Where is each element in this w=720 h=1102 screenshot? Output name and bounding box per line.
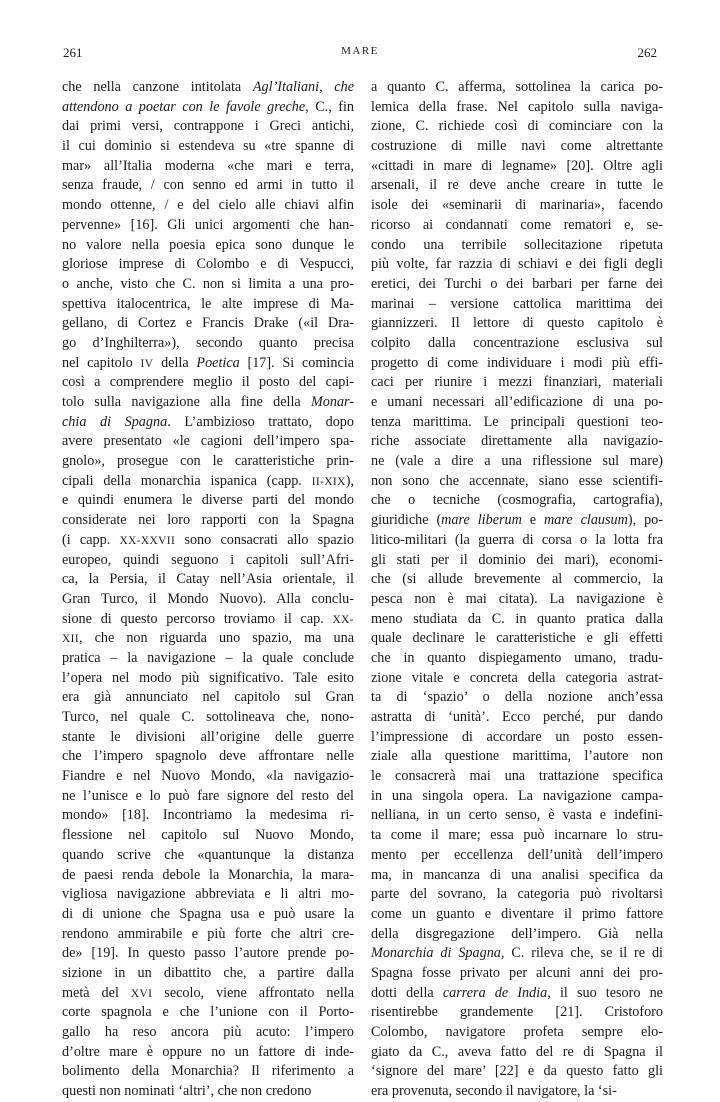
text-line: della disgregazione dell’impero. Già nella [371, 925, 663, 942]
text-line: marinai – versione cattolica marittima dei [371, 295, 663, 312]
text-line: condo una terribile sollecitazione ripetuta [371, 236, 663, 253]
text-line: Spagna fosse privato per alcuni anni dei pro- [371, 964, 663, 981]
text-line: stante le divisioni all’origine delle guerre [62, 728, 354, 745]
text-line: a quanto C. afferma, sottolinea la carica po- [371, 79, 663, 95]
text-line: de paesi renda debole la Monarchia, la mara- [62, 866, 354, 883]
text-line: astratta di ‘unità’. Ecco perché, pur dando [371, 709, 663, 725]
text-line: spettiva italocentrica, le alte imprese di Ma- [62, 295, 354, 312]
text-line: pratica – la navigazione – la quale conclude [62, 649, 354, 666]
text-line: arsenali, il re deve anche creare in tutte le [371, 177, 663, 194]
text-line: flessione nel capitolo sul Nuovo Mondo, [62, 827, 354, 844]
text-line: ne (vale a dire a una riflessione sul mare) [371, 453, 663, 470]
text-line: riche associate direttamente alla navigazio- [371, 433, 663, 450]
text-line: europeo, quindi seguono i capitoli sull’Afri- [62, 551, 354, 568]
text-line: ne l’unisce e lo può fare signore del resto del [62, 787, 354, 804]
text-line: che o tecniche (cosmografia, cartografia), [371, 492, 663, 509]
text-line: era provenuta, secondo il navigatore, la ‘si- [371, 1083, 617, 1100]
text-line: e quindi enumera le diverse parti del mondo [62, 492, 354, 509]
page-header [0, 45, 720, 65]
text-line: gellano, di Cortez e Francis Drake («il Dra- [62, 315, 354, 332]
text-line: che (si allude brevemente al commercio, la [371, 571, 663, 588]
text-line: vigliosa navigazione abbreviata e li altri mo- [62, 886, 354, 903]
text-line: «cittadi in mare di legname» [20]. Oltre agli [371, 157, 663, 174]
text-line: gli stati per il dominio dei mari), economi- [371, 551, 663, 568]
text-line: zione, C. richiede così di cominciare con la [371, 118, 663, 135]
text-line: nel capitolo IV della Poetica [17]. Si comincia [62, 354, 354, 371]
text-line: giannizzeri. Il lettore di questo capitolo è [371, 315, 663, 332]
text-line: quando scrive che «quantunque la distanza [62, 846, 354, 863]
text-line: attendono a poetar con le favole greche, C., fin [62, 98, 354, 115]
text-line: cipali della monarchia ispanica (capp. II-XIX), [62, 472, 354, 489]
text-line: isole dei «seminarii di marinaria», facendo [371, 197, 663, 214]
text-line: più volte, far razzia di schiavi e dei figli degli [371, 256, 663, 273]
running-title: MARE [341, 45, 379, 57]
text-line: mento per eccellenza dell’unità dell’impero [371, 846, 663, 863]
text-line: de» [19]. In questo passo l’autore prende po- [62, 945, 354, 962]
text-line: mondo ottenne, / e del cielo alle chiavi alfin [62, 197, 354, 214]
text-line: go d’Inghilterra»), secondo quanto precisa [62, 334, 354, 351]
text-line: era già annunciato nel capitolo sul Gran [62, 689, 354, 706]
text-line: considerate nei loro rapporti con la Spagna [62, 512, 354, 529]
left-text-column [62, 78, 354, 1102]
text-line: l’opera nel modo più significativo. Tale esito [62, 669, 354, 686]
text-line: Turco, nel quale C. sottolineava che, nono- [62, 709, 354, 725]
text-line: gloriose imprese di Colombo e di Vespucci, [62, 256, 354, 273]
text-line: costruzione di mille navi come altrettante [371, 138, 663, 155]
text-line: Monarchia di Spagna, C. rileva che, se il re di [371, 945, 663, 962]
text-line: ‘signore del mare’ [22] e da questo fatto gli [371, 1063, 663, 1080]
text-line: avere presentato «le cagioni dell’impero spa- [62, 433, 354, 450]
text-line: non sono che accennate, siano esse scientifi- [371, 472, 663, 489]
text-line: XII, che non riguarda uno spazio, ma una [62, 630, 354, 647]
text-line: pesca non è mai citata). La navigazione è [371, 590, 663, 607]
text-line: sione di questo percorso troviamo il cap. XX- [62, 610, 354, 627]
text-line: meno studiata da C. in quanto pratica dalla [371, 610, 663, 627]
text-line: dotti della carrera de India, il suo tesoro ne [371, 984, 663, 1001]
text-line: e umani necessari all’edificazione di una po- [371, 394, 663, 410]
text-line: senza fraude, / con senno ed armi in tutto il [62, 177, 354, 194]
text-line: rendono ammirabile e più forte che altri cre- [62, 925, 354, 942]
text-line: sizione in un dibattito che, a partire dalla [62, 964, 354, 981]
text-line: gallo ha reso ancora più acuto: l’impero [62, 1024, 354, 1040]
text-line: questi non nominati ‘altri’, che non credono [62, 1083, 312, 1100]
text-line: mar» all’Italia moderna «che mari e terra, [62, 157, 354, 174]
text-line: parte del sovrano, la categoria può rivoltarsi [371, 886, 663, 903]
text-line: chia di Spagna. L’ambizioso trattato, dopo [62, 413, 354, 430]
text-line: d’oltre mare è oppure no un fattore di inde- [62, 1043, 354, 1060]
text-line: il cui dominio si estendeva su «tre spanne di [62, 138, 354, 155]
text-line: Fiandre e nel Nuovo Mondo, «la navigazio- [62, 768, 354, 785]
text-line: tenza marittima. Le principali questioni teo- [371, 413, 663, 430]
text-line: giato da C., aveva fatto del re di Spagna il [371, 1043, 663, 1060]
text-line: tolo sulla navigazione alla fine della Monar- [62, 394, 354, 410]
text-line: corte spagnola e che l’unione con il Porto- [62, 1004, 354, 1021]
text-line: le consacrerà mai una trattazione specifica [371, 768, 663, 785]
text-line: lemica della frase. Nel capitolo sulla naviga- [371, 98, 663, 115]
text-line: pervenne» [16]. Gli unici argomenti che han- [62, 216, 354, 233]
text-line: progetto di come individuare i modi più effi- [371, 354, 663, 371]
text-line: o anche, visto che C. non si limita a una pro- [62, 275, 354, 292]
text-line: caci per riunire i mezzi finanziari, materiali [371, 374, 663, 391]
text-line: come un guanto e diventare il primo fattore [371, 905, 663, 922]
text-line: eretici, dei Turchi o dei barbari per farne dei [371, 275, 663, 292]
page-number-left: 261 [63, 45, 83, 60]
text-line: litico-militari (la guerra di corsa o la lotta fra [371, 531, 663, 548]
text-line: che nella canzone intitolata Agl’Italiani, che [62, 79, 354, 95]
text-line: di di unione che Spagna usa e può usare la [62, 905, 354, 922]
page-number-right: 262 [637, 45, 657, 60]
text-line: zione vitale e concreta della categoria astrat- [371, 669, 663, 686]
text-line: ca, la Persia, il Catay nell’Asia orientale, il [62, 571, 354, 588]
text-line: quale declinare le caratteristiche e gli effetti [371, 630, 663, 647]
text-line: così a comprendere meglio il posto del capi- [62, 374, 354, 391]
text-line: ta come il mare; essa può incarnare lo stru- [371, 827, 663, 844]
text-line: Colombo, navigatore profeta sempre elo- [371, 1024, 663, 1040]
text-line: mondo» [18]. Incontriamo la medesima ri- [62, 807, 354, 824]
text-line: risentirebbe grandemente [21]. Cristoforo [371, 1004, 663, 1021]
text-line: colpito dalla concentrazione esclusiva sul [371, 334, 663, 351]
text-line: giuridiche (mare liberum e mare clausum), po- [371, 512, 663, 529]
text-line: l’impressione di accordare un posto essen- [371, 728, 663, 745]
text-line: dai primi versi, contrappone i Greci antichi, [62, 118, 354, 135]
text-line: gnolo», prosegue con le caratteristiche prin- [62, 453, 354, 470]
text-line: bolimento della Monarchia? Il riferimento a [62, 1063, 354, 1080]
text-line: no valore nella poesia epica sono dunque le [62, 236, 354, 253]
text-line: Gran Turco, il Mondo Nuovo). Alla conclu- [62, 590, 354, 607]
text-line: nelliana, in un certo senso, è vasta e indefini- [371, 807, 663, 824]
text-line: metà del XVI secolo, viene affrontato nella [62, 984, 355, 1001]
text-line: che in quanto dispiegamento umano, tradu- [371, 649, 663, 666]
text-line: ma, in mancanza di una analisi specifica da [371, 866, 663, 883]
right-text-column [371, 78, 663, 1102]
text-line: ricorso ai condannati come rematori e, se- [371, 216, 663, 233]
text-line: ziale alla questione marittima, l’autore non [371, 748, 663, 765]
text-line: (i capp. XX-XXVII sono consacrati allo spazio [62, 531, 354, 548]
text-line: che l’impero spagnolo deve affrontare nelle [62, 748, 354, 765]
text-line: ta di ‘spazio’ o della nozione anch’essa [371, 689, 663, 706]
text-line: in una singola opera. La navigazione campa- [371, 787, 663, 804]
